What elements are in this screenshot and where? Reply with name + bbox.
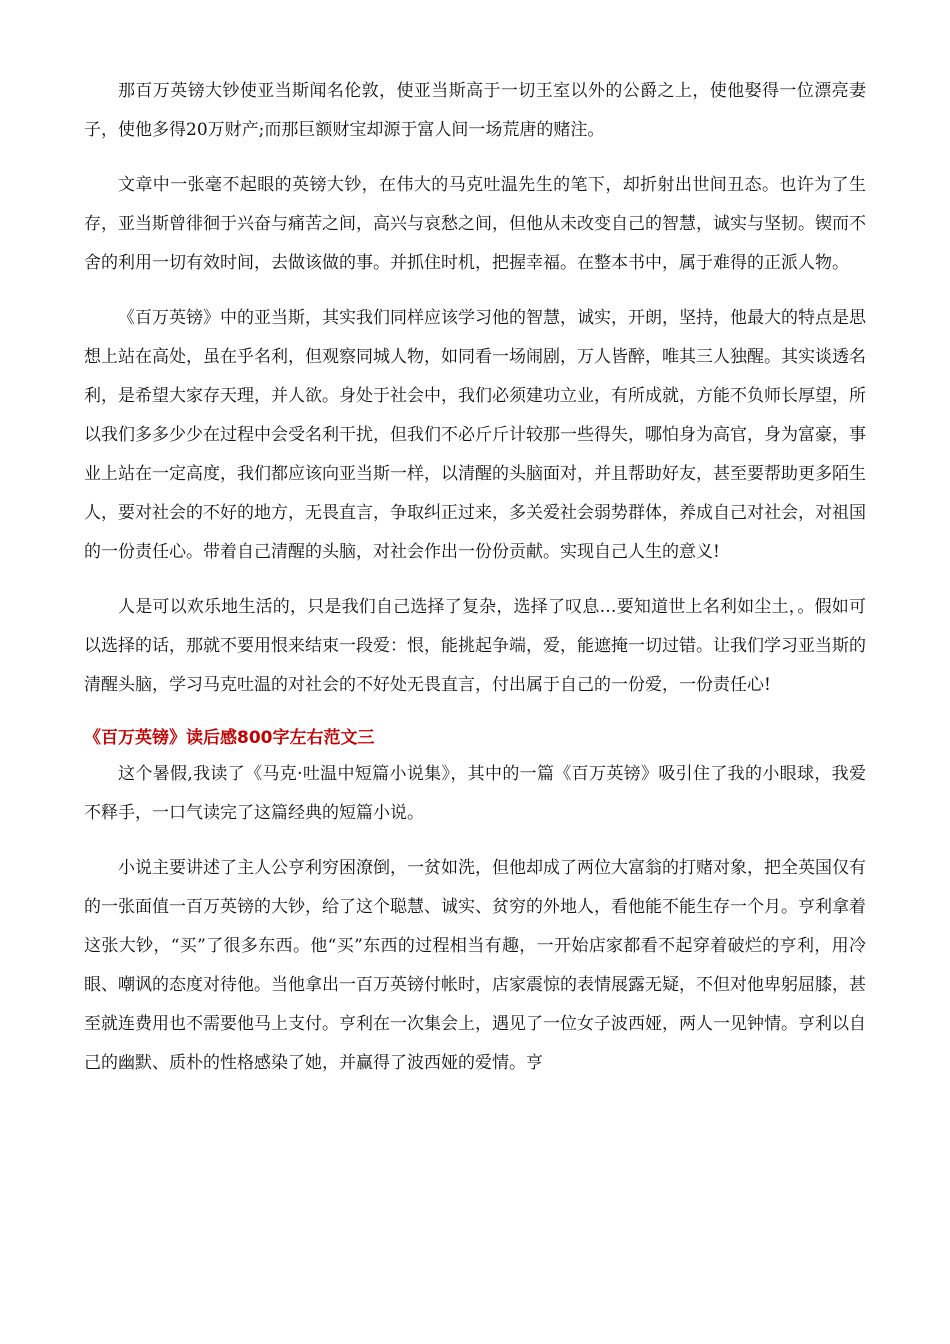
- paragraph-5: 这个暑假,我读了《马克·吐温中短篇小说集》，其中的一篇《百万英镑》吸引住了我的小眼球，我爱不释手，一口气读完了这篇经典的短篇小说。: [84, 764, 866, 823]
- paragraph-1: 那百万英镑大钞使亚当斯闻名伦敦，使亚当斯高于一切王室以外的公爵之上，使他娶得一位漂亮妻子，使他多得20万财产;而那巨额财宝却源于富人间一场荒唐的赌注。: [84, 81, 866, 140]
- document-page: [84, 72, 866, 1099]
- paragraph-6: 小说主要讲述了主人公亨利穷困潦倒，一贫如洗，但他却成了两位大富翁的打赌对象，把全英国仅有的一张面值一百万英镑的大钞，给了这个聪慧、诚实、贫穷的外地人，看他能不能生存一个月。亨利拿着这张大钞，“买”了很多东西。他“买”东西的过程相当有趣，一开始店家都看不起穿着破烂的亨利，用冷眼、嘲讽的态度对待他。当他拿出一百万英镑付帐时，店家震惊的表情展露无疑，不但对他卑躬屈膝，甚至就连费用也不需要他马上支付。亨利在一次集会上，遇见了一位女子波西娅，两人一见钟情。亨利以自己的幽默、质朴的性格感染了她，并赢得了波西娅的爱情。亨: [84, 858, 866, 1073]
- paragraph-2: 文章中一张毫不起眼的英镑大钞，在伟大的马克吐温先生的笔下，却折射出世间丑态。也许为了生存，亚当斯曾徘徊于兴奋与痛苦之间，高兴与哀愁之间，但他从未改变自己的智慧，诚实与坚韧。锲而不舍的利用一切有效时间，去做该做的事。并抓住时机，把握幸福。在整本书中，属于难得的正派人物。: [84, 175, 866, 273]
- paragraph-4: 人是可以欢乐地生活的，只是我们自己选择了复杂，选择了叹息…要知道世上名利如尘土，。假如可以选择的话，那就不要用恨来结束一段爱：恨，能挑起争端，爱，能遮掩一切过错。让我们学习亚当斯的清醒头脑，学习马克吐温的对社会的不好处无畏直言，付出属于自己的一份爱，一份责任心!: [84, 597, 866, 695]
- section-heading: 《百万英镑》读后感800字左右范文三: [84, 728, 375, 748]
- paragraph-3: 《百万英镑》中的亚当斯，其实我们同样应该学习他的智慧，诚实，开朗，坚持，他最大的特点是思想上站在高处，虽在乎名利，但观察同城人物，如同看一场闹剧，万人皆醉，唯其三人独醒。其实谈透名利，是希望大家存天理，并人欲。身处于社会中，我们必须建功立业，有所成就，方能不负师长厚望，所以我们多多少少在过程中会受名利干扰，但我们不必斤斤计较那一些得失，哪怕身为高官，身为富豪，事业上站在一定高度，我们都应该向亚当斯一样，以清醒的头脑面对，并且帮助好友，甚至要帮助更多陌生人，要对社会的不好的地方，无畏直言，争取纠正过来，多关爱社会弱势群体，养成自己对社会，对祖国的一份责任心。带着自己清醒的头脑，对社会作出一份份贡献。实现自己人生的意义!: [84, 308, 866, 562]
